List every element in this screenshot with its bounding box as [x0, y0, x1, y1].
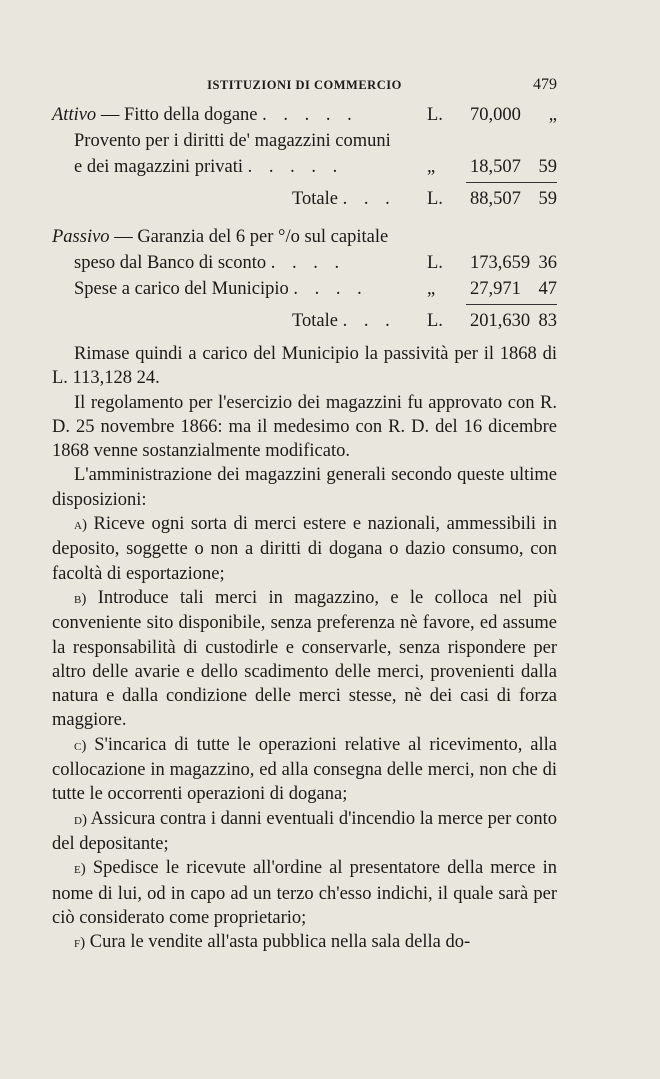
item-text: Cura le vendite all'asta pubblica nella sala della do- — [89, 932, 471, 953]
sum-rule — [466, 304, 557, 305]
ledger-description: Provento per i diritti de' magazzini comuni — [74, 131, 391, 151]
page-header — [52, 78, 557, 100]
ledger-description: Spese a carico del Municipio — [74, 279, 289, 299]
paragraph: Il regolamento per l'esercizio dei magazzini fu approvato con R. D. 25 novembre 1866: ma il medesimo con R. D. del 16 dicembre 1868 venne sostanzialmente modificato. — [52, 392, 557, 462]
ledger-row — [52, 276, 557, 302]
total-row — [52, 186, 557, 212]
item-text: Introduce tali merci in magazzino, e le colloca nel più conveniente sito disponibile, senza preferenza nè favore, ed assume la responsabilità di custodirle e conservarle, senza rispondere per altro delle avarie e dello scadimento delle merci, provenienti dalla natura e dalla condizione delle merci stesse, nè dei casi di forza maggiore. — [52, 587, 558, 731]
currency-mark: „ — [427, 279, 436, 299]
leader-dots: . . . — [342, 311, 396, 331]
item-marker: b) — [74, 590, 87, 607]
total-cents: 83 — [538, 311, 557, 331]
total-label: Totale — [292, 189, 338, 209]
amount: 70,000 — [470, 105, 521, 125]
currency-mark: L. — [427, 189, 443, 209]
cents: 36 — [538, 253, 557, 273]
list-item — [52, 733, 557, 807]
currency-mark: „ — [427, 157, 436, 177]
item-marker: e) — [74, 861, 86, 878]
total-amount: 88,507 — [470, 189, 521, 209]
passivo-label: Passivo — [52, 227, 110, 247]
ledger-description: speso dal Banco di sconto — [74, 253, 267, 273]
list-item — [52, 512, 557, 586]
attivo-label: Attivo — [52, 105, 97, 125]
ledger-description: — Garanzia del 6 per °/o sul capitale — [114, 227, 389, 247]
item-text: S'incarica di tutte le operazioni relative al ricevimento, alla collocazione in magazzino, ed alla consegna delle merci, non che di tutte le occorrenti operazioni di dogana; — [52, 734, 557, 805]
list-item — [52, 856, 557, 930]
cents: 59 — [538, 157, 557, 177]
currency-mark: L. — [427, 253, 443, 273]
cents: 47 — [538, 279, 557, 299]
ledger-row — [52, 154, 557, 180]
item-marker: c) — [74, 737, 87, 754]
item-text: Spedisce le ricevute all'ordine al presentatore della merce in nome di lui, od in capo ad un terzo ch'esso indichi, il quale sarà per ciò considerato come proprietario; — [52, 858, 558, 928]
paragraph: Rimase quindi a carico del Municipio la passività per il 1868 di L. 113,128 24. — [52, 344, 557, 389]
leader-dots: . . . — [342, 189, 396, 209]
sum-rule — [466, 182, 557, 183]
leader-dots: . . . . . — [247, 157, 344, 177]
total-label: Totale — [292, 311, 338, 331]
attivo-ledger — [52, 102, 557, 212]
item-marker: d) — [74, 811, 87, 828]
item-text: Assicura contra i danni eventuali d'incendio la merce per conto del depositante; — [52, 808, 558, 854]
paragraph: L'amministrazione dei magazzini generali secondo queste ultime disposizioni: — [52, 465, 557, 510]
leader-dots: . . . . . — [262, 105, 358, 125]
currency-mark: L. — [427, 311, 443, 331]
running-title: ISTITUZIONI DI COMMERCIO — [207, 78, 402, 92]
leader-dots: . . . . — [270, 253, 346, 273]
ledger-row — [52, 224, 557, 250]
ledger-description: e dei magazzini privati — [74, 157, 243, 177]
body-text — [52, 342, 557, 955]
list-item — [52, 807, 557, 857]
total-row — [52, 308, 557, 334]
list-item — [52, 930, 557, 955]
ledger-row — [52, 128, 557, 154]
cents: „ — [548, 105, 557, 125]
ledger-description: — Fitto della dogane — [100, 105, 258, 125]
ledger-row — [52, 102, 557, 128]
list-item — [52, 586, 557, 733]
amount: 173,659 — [470, 253, 531, 273]
amount: 18,507 — [470, 157, 521, 177]
total-cents: 59 — [538, 189, 557, 209]
page-number: 479 — [533, 76, 557, 93]
leader-dots: . . . . — [293, 279, 368, 299]
ledger-row — [52, 250, 557, 276]
passivo-ledger — [52, 224, 557, 334]
item-text: Riceve ogni sorta di merci estere e nazionali, ammessibili in deposito, soggette o non a diritti di dogana o dazio consumo, con facoltà di esportazione; — [52, 514, 557, 584]
total-amount: 201,630 — [470, 311, 531, 331]
item-marker: f) — [74, 935, 86, 952]
currency-mark: L. — [427, 105, 443, 125]
amount: 27,971 — [470, 279, 521, 299]
item-marker: a) — [74, 517, 87, 534]
